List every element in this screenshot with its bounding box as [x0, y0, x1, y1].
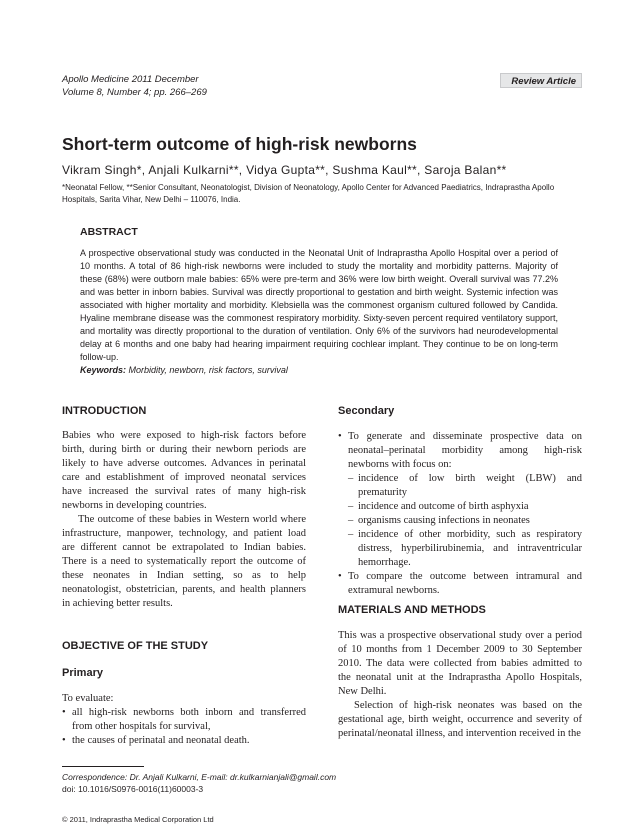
article-title: Short-term outcome of high-risk newborns: [62, 134, 417, 154]
secondary-heading: Secondary: [338, 405, 395, 417]
methods-paragraph: Selection of high-risk neonates was based on the gestational age, birth weight, occurrence and severity of perinatal/neonatal illness, and intervention received in the: [338, 700, 582, 739]
introduction-paragraph: The outcome of these babies in Western world where infrastructure, manpower, technology, and patient load are different cannot be extrapolated to Indian babies. There is a need to systematically report the outcome of these neonates in Indian setting, so as to help neonatologist, obstetrician, parents, and health planners in achieving better results.: [62, 514, 306, 609]
doi: doi: 10.1016/S0976-0016(11)60003-3: [62, 784, 204, 794]
correspondence: Correspondence: Dr. Anjali Kulkarni, E-mail: dr.kulkarnianjali@gmail.com: [62, 772, 337, 782]
copyright: © 2011, Indraprastha Medical Corporation Ltd: [62, 815, 214, 824]
journal-info: [62, 73, 207, 99]
keywords: [80, 364, 558, 377]
footnote-divider: [62, 766, 144, 767]
list-item: • To compare the outcome between intramural and extramural newborns.: [338, 570, 582, 598]
correspondence-note: [62, 771, 336, 795]
list-item: – incidence and outcome of birth asphyxia: [348, 500, 582, 514]
primary-intro: To evaluate:: [62, 693, 114, 704]
list-item: • all high-risk newborns both inborn and transferred from other hospitals for survival,: [62, 706, 306, 734]
keywords-label: Keywords:: [80, 365, 127, 375]
methods-section: [338, 604, 582, 741]
affiliation: *Neonatal Fellow, **Senior Consultant, Neonatologist, Division of Neonatology, Apollo Center for Advanced Paediatrics, Indraprastha Apollo Hospitals, Sarita Vihar, New Delhi – 110076, India.: [62, 183, 555, 204]
abstract-text: A prospective observational study was conducted in the Neonatal Unit of Indraprastha Apollo Hospital over a period of 10 months. A total of 86 high-risk newborns were included to study the mortality and morbidity patterns. Majority of these (68%) were outborn male babies: 65% were pre-term and 36% were low birth weight. Overall survival was 77.2% and was better in inborn babies. Survival was directly proportional to gestation and birth weight. Systemic infection was associated with higher mortality and morbidity. Klebsiella was the commonest organism cultured followed by Candida. Hyaline membrane disease was the commonest respiratory morbidity. Sixty-seven percent required ventilatory support, and mortality was directly proportional to the duration of ventilation. Only 6% of the survivors had neurodevelopmental delay at 6 months and one baby had hearing impairment requiring cochlear implant. They continue to be on long-term follow-up.: [80, 248, 558, 362]
objective-heading: OBJECTIVE OF THE STUDY: [62, 640, 209, 652]
methods-heading: MATERIALS AND METHODS: [338, 604, 486, 616]
secondary-sublist: [348, 472, 582, 570]
journal-volume: Volume 8, Number 4; pp. 266–269: [62, 87, 207, 98]
author-list: Vikram Singh*, Anjali Kulkarni**, Vidya Gupta**, Sushma Kaul**, Saroja Balan**: [62, 163, 507, 177]
primary-heading: Primary: [62, 667, 103, 679]
secondary-item-text: To generate and disseminate prospective data on neonatal–perinatal morbidity among high-risk newborns with focus on:: [348, 431, 582, 470]
secondary-list: [338, 430, 582, 598]
abstract-heading: ABSTRACT: [80, 226, 138, 238]
objective-section: [62, 640, 306, 748]
article-type-badge: Review Article: [500, 73, 582, 88]
introduction-section: [62, 405, 306, 611]
introduction-paragraph: Babies who were exposed to high-risk factors before birth, during birth or during their newborn periods are likely to have adverse outcomes. Advances in perinatal care and establishment of improved neonatal services have increased the survival rates of many high-risk newborns in developing countries.: [62, 430, 306, 511]
primary-list: [62, 706, 306, 748]
abstract-section: [80, 226, 558, 377]
methods-paragraph: This was a prospective observational study over a period of 10 months from 1 December 2009 to 30 September 2010. The data were collected from babies admitted to the neonatal unit at the Indraprastha Apollo Hospitals, New Delhi.: [338, 630, 582, 697]
list-item: – organisms causing infections in neonates: [348, 514, 582, 528]
secondary-section: [338, 405, 582, 598]
journal-issue: Apollo Medicine 2011 December: [62, 74, 199, 85]
list-item: • the causes of perinatal and neonatal death.: [62, 734, 306, 748]
list-item: – incidence of low birth weight (LBW) and prematurity: [348, 472, 582, 500]
keywords-list: Morbidity, newborn, risk factors, survival: [128, 365, 288, 375]
list-item: [338, 430, 582, 570]
introduction-heading: INTRODUCTION: [62, 405, 147, 417]
list-item: – incidence of other morbidity, such as respiratory distress, hyperbilirubinemia, and intraventricular hemorrhage.: [348, 528, 582, 570]
